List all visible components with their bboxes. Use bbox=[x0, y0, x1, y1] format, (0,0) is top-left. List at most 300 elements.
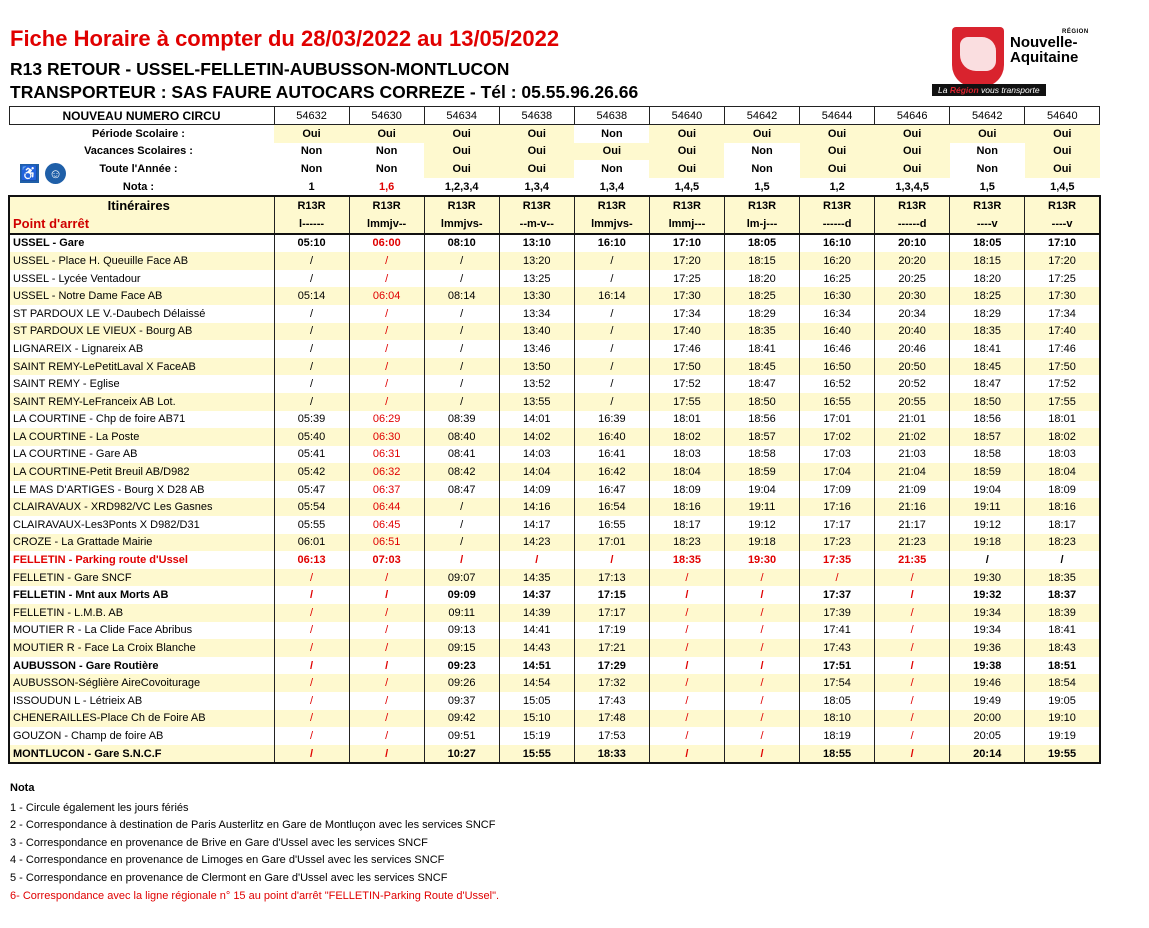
stop-time: 18:03 bbox=[649, 446, 724, 464]
stop-time: 14:09 bbox=[499, 481, 574, 499]
stop-time: 19:30 bbox=[950, 569, 1025, 587]
table-row bbox=[9, 393, 1100, 411]
nota-item: 3 - Correspondance en provenance de Brive en Gare d'Ussel avec les services SNCF bbox=[10, 836, 428, 849]
table-row bbox=[9, 498, 1100, 516]
stop-time: 18:02 bbox=[649, 428, 724, 446]
stop-time: 13:20 bbox=[499, 252, 574, 270]
stop-time: 06:29 bbox=[349, 411, 424, 429]
stop-time: 05:55 bbox=[274, 516, 349, 534]
stop-time: 10:27 bbox=[424, 745, 499, 764]
stop-time: 20:34 bbox=[875, 305, 950, 323]
stop-name: CROZE - La Grattade Mairie bbox=[9, 534, 274, 552]
stop-time: / bbox=[424, 534, 499, 552]
periode-value: Oui bbox=[950, 125, 1025, 143]
stop-time: / bbox=[274, 252, 349, 270]
stop-time: 05:10 bbox=[274, 234, 349, 253]
stop-time: 09:37 bbox=[424, 692, 499, 710]
stop-time: 13:46 bbox=[499, 340, 574, 358]
stop-time: 16:14 bbox=[574, 287, 649, 305]
stop-name: LA COURTINE - Gare AB bbox=[9, 446, 274, 464]
vacances-value: Oui bbox=[574, 143, 649, 161]
itineraire-code: R13R bbox=[649, 196, 724, 215]
stop-time: 08:47 bbox=[424, 481, 499, 499]
stop-name: SAINT REMY - Eglise bbox=[9, 375, 274, 393]
stop-time: / bbox=[574, 393, 649, 411]
table-row bbox=[9, 481, 1100, 499]
stop-time: / bbox=[649, 622, 724, 640]
stop-time: 17:35 bbox=[800, 551, 875, 569]
stop-time: 06:13 bbox=[274, 551, 349, 569]
vacances-value: Oui bbox=[649, 143, 724, 161]
stop-time: 16:10 bbox=[800, 234, 875, 253]
stop-time: 08:42 bbox=[424, 463, 499, 481]
vacances-value: Non bbox=[976, 145, 998, 158]
periode-value: Oui bbox=[499, 125, 574, 143]
nota-value: 1,5 bbox=[754, 180, 770, 193]
stop-time: 19:10 bbox=[1025, 710, 1100, 728]
stop-time: 19:12 bbox=[724, 516, 799, 534]
itineraire-code: R13R bbox=[274, 196, 349, 215]
stop-time: / bbox=[574, 305, 649, 323]
stop-time: 05:42 bbox=[274, 463, 349, 481]
stop-time: 18:03 bbox=[1025, 446, 1100, 464]
timetable bbox=[8, 106, 1101, 764]
stop-time: 05:54 bbox=[274, 498, 349, 516]
stop-time: 16:42 bbox=[574, 463, 649, 481]
stop-name: USSEL - Notre Dame Face AB bbox=[9, 287, 274, 305]
stop-time: / bbox=[424, 393, 499, 411]
stop-time: 05:41 bbox=[274, 446, 349, 464]
stop-time: / bbox=[424, 551, 499, 569]
logo-tagline: La Région vous transporte bbox=[932, 84, 1046, 96]
table-row bbox=[9, 710, 1100, 728]
stop-time: 20:14 bbox=[950, 745, 1025, 764]
periode-row bbox=[9, 125, 1100, 143]
stop-time: 20:05 bbox=[950, 727, 1025, 745]
lion-shield-icon bbox=[952, 27, 1004, 87]
stop-time: 17:20 bbox=[649, 252, 724, 270]
annee-value: Non bbox=[751, 162, 773, 175]
stop-time: 17:29 bbox=[574, 657, 649, 675]
table-row bbox=[9, 252, 1100, 270]
stop-name: FELLETIN - Parking route d'Ussel bbox=[9, 551, 274, 569]
stop-time: 15:10 bbox=[499, 710, 574, 728]
table-row bbox=[9, 270, 1100, 288]
nota-value: 1,4,5 bbox=[674, 180, 700, 193]
stop-name: SAINT REMY-LeFranceix AB Lot. bbox=[9, 393, 274, 411]
stop-time: 18:29 bbox=[950, 305, 1025, 323]
stop-time: 17:54 bbox=[800, 674, 875, 692]
circ-number: 54640 bbox=[1025, 107, 1100, 125]
stop-time: / bbox=[724, 639, 799, 657]
stop-time: / bbox=[574, 252, 649, 270]
stop-time: / bbox=[349, 340, 424, 358]
stop-time: 17:10 bbox=[1025, 234, 1100, 253]
nota-row bbox=[9, 178, 1100, 197]
annee-value: Non bbox=[976, 162, 998, 175]
stop-name: CLAIRAVAUX - XRD982/VC Les Gasnes bbox=[9, 498, 274, 516]
circ-number: 54646 bbox=[875, 107, 950, 125]
stop-time: / bbox=[875, 692, 950, 710]
stop-time: 17:40 bbox=[649, 323, 724, 341]
periode-value: Oui bbox=[875, 125, 950, 143]
stop-time: / bbox=[424, 375, 499, 393]
circ-number: 54642 bbox=[724, 107, 799, 125]
stop-time: 18:01 bbox=[649, 411, 724, 429]
stop-time: / bbox=[724, 569, 799, 587]
stop-time: 18:35 bbox=[1025, 569, 1100, 587]
stop-name: LA COURTINE-Petit Breuil AB/D982 bbox=[9, 463, 274, 481]
stop-time: / bbox=[875, 622, 950, 640]
stop-time: 21:16 bbox=[875, 498, 950, 516]
stop-time: 14:03 bbox=[499, 446, 574, 464]
stop-time: 18:58 bbox=[950, 446, 1025, 464]
annee-row bbox=[9, 160, 1100, 178]
stop-time: 09:42 bbox=[424, 710, 499, 728]
stop-time: / bbox=[349, 622, 424, 640]
periode-value: Oui bbox=[349, 125, 424, 143]
stop-time: 18:39 bbox=[1025, 604, 1100, 622]
days-code: ------d bbox=[800, 215, 875, 234]
stop-time: 17:43 bbox=[800, 639, 875, 657]
vacances-value: Non bbox=[375, 145, 398, 158]
table-row bbox=[9, 586, 1100, 604]
stop-time: 18:41 bbox=[950, 340, 1025, 358]
stop-time: 06:51 bbox=[349, 534, 424, 552]
stop-time: / bbox=[649, 586, 724, 604]
periode-value: Oui bbox=[724, 125, 799, 143]
stop-time: / bbox=[424, 498, 499, 516]
nota-value: 1,3,4,5 bbox=[895, 180, 929, 193]
circ-label: NOUVEAU NUMERO CIRCU bbox=[9, 107, 274, 125]
stop-time: 18:56 bbox=[724, 411, 799, 429]
stop-time: / bbox=[724, 692, 799, 710]
stop-time: 07:03 bbox=[349, 551, 424, 569]
stop-time: 19:49 bbox=[950, 692, 1025, 710]
stop-time: 18:20 bbox=[724, 270, 799, 288]
stop-time: 18:55 bbox=[800, 745, 875, 764]
stop-time: 17:20 bbox=[1025, 252, 1100, 270]
stop-name: AUBUSSON - Gare Routière bbox=[9, 657, 274, 675]
itineraire-code: R13R bbox=[950, 196, 1025, 215]
stop-time: / bbox=[274, 393, 349, 411]
stop-time: / bbox=[875, 674, 950, 692]
stop-time: 17:17 bbox=[574, 604, 649, 622]
stop-time: 16:46 bbox=[800, 340, 875, 358]
stop-time: 20:10 bbox=[875, 234, 950, 253]
vacances-row bbox=[9, 143, 1100, 161]
stop-time: 18:19 bbox=[800, 727, 875, 745]
stop-time: 13:30 bbox=[499, 287, 574, 305]
table-row bbox=[9, 674, 1100, 692]
stop-time: 15:05 bbox=[499, 692, 574, 710]
stop-time: 17:17 bbox=[800, 516, 875, 534]
stop-time: 17:30 bbox=[1025, 287, 1100, 305]
nota-value: 1,2 bbox=[829, 180, 845, 193]
stop-time: 19:04 bbox=[724, 481, 799, 499]
circ-row bbox=[9, 107, 1100, 125]
stop-time: / bbox=[274, 745, 349, 764]
stop-time: 17:02 bbox=[800, 428, 875, 446]
stop-time: 18:51 bbox=[1025, 657, 1100, 675]
stop-time: 17:50 bbox=[649, 358, 724, 376]
stop-time: 17:48 bbox=[574, 710, 649, 728]
stop-time: 18:01 bbox=[1025, 411, 1100, 429]
stop-time: / bbox=[274, 674, 349, 692]
stop-time: 13:55 bbox=[499, 393, 574, 411]
stop-time: 18:57 bbox=[724, 428, 799, 446]
stop-time: 09:13 bbox=[424, 622, 499, 640]
stop-time: 18:33 bbox=[574, 745, 649, 764]
stop-time: 13:34 bbox=[499, 305, 574, 323]
stop-time: / bbox=[274, 305, 349, 323]
stop-time: 20:30 bbox=[875, 287, 950, 305]
stop-name: MONTLUCON - Gare S.N.C.F bbox=[9, 745, 274, 764]
circ-number: 54638 bbox=[499, 107, 574, 125]
annee-value: Oui bbox=[1025, 160, 1100, 178]
stop-time: / bbox=[1025, 551, 1100, 569]
itineraire-row bbox=[9, 196, 1100, 215]
stop-time: 14:35 bbox=[499, 569, 574, 587]
stop-time: 19:36 bbox=[950, 639, 1025, 657]
stop-time: / bbox=[574, 358, 649, 376]
stop-time: 16:47 bbox=[574, 481, 649, 499]
stop-time: 18:47 bbox=[724, 375, 799, 393]
stop-time: / bbox=[349, 604, 424, 622]
stop-time: / bbox=[649, 692, 724, 710]
itineraire-label: Itinéraires bbox=[9, 196, 274, 215]
stop-time: 16:39 bbox=[574, 411, 649, 429]
days-code: lmmjvs- bbox=[574, 215, 649, 234]
stop-time: / bbox=[649, 674, 724, 692]
stop-time: / bbox=[349, 358, 424, 376]
stop-time: 18:10 bbox=[800, 710, 875, 728]
stop-time: 17:39 bbox=[800, 604, 875, 622]
stop-time: 08:14 bbox=[424, 287, 499, 305]
stop-time: / bbox=[875, 745, 950, 764]
stop-time: / bbox=[349, 393, 424, 411]
stop-time: 18:35 bbox=[724, 323, 799, 341]
stop-time: / bbox=[724, 657, 799, 675]
stop-name: SAINT REMY-LePetitLaval X FaceAB bbox=[9, 358, 274, 376]
stop-time: / bbox=[349, 305, 424, 323]
stop-time: 19:38 bbox=[950, 657, 1025, 675]
stop-time: 17:55 bbox=[649, 393, 724, 411]
stop-name: FELLETIN - Gare SNCF bbox=[9, 569, 274, 587]
stop-time: 20:20 bbox=[875, 252, 950, 270]
logo-name: Nouvelle- Aquitaine bbox=[1010, 34, 1079, 66]
stop-time: / bbox=[875, 604, 950, 622]
stop-time: 06:44 bbox=[349, 498, 424, 516]
stop-time: 18:59 bbox=[950, 463, 1025, 481]
nota-value: 1,4,5 bbox=[1050, 180, 1075, 193]
stop-time: 18:56 bbox=[950, 411, 1025, 429]
stop-time: 16:20 bbox=[800, 252, 875, 270]
stop-time: / bbox=[649, 710, 724, 728]
stop-time: 18:50 bbox=[950, 393, 1025, 411]
stop-time: 20:40 bbox=[875, 323, 950, 341]
stop-name: CHENERAILLES-Place Ch de Foire AB bbox=[9, 710, 274, 728]
nota-title: Nota bbox=[10, 782, 35, 794]
stop-time: / bbox=[274, 340, 349, 358]
stop-time: 16:41 bbox=[574, 446, 649, 464]
stop-time: / bbox=[574, 270, 649, 288]
circ-number: 54632 bbox=[274, 107, 349, 125]
periode-value: Oui bbox=[424, 125, 499, 143]
stop-time: / bbox=[875, 727, 950, 745]
stop-time: 06:32 bbox=[349, 463, 424, 481]
stop-time: 06:31 bbox=[349, 446, 424, 464]
logo-region-label: RÉGION bbox=[1062, 29, 1089, 35]
stop-time: 18:02 bbox=[1025, 428, 1100, 446]
stop-time: / bbox=[875, 657, 950, 675]
table-row bbox=[9, 534, 1100, 552]
itineraire-code: R13R bbox=[875, 196, 950, 215]
stop-name: AUBUSSON-Séglière AireCovoiturage bbox=[9, 674, 274, 692]
stop-time: 14:41 bbox=[499, 622, 574, 640]
stop-time: / bbox=[274, 323, 349, 341]
periode-value: Oui bbox=[1025, 125, 1100, 143]
stop-time: / bbox=[800, 569, 875, 587]
table-row bbox=[9, 463, 1100, 481]
stop-time: / bbox=[574, 551, 649, 569]
stop-time: 17:01 bbox=[800, 411, 875, 429]
stop-time: 18:17 bbox=[649, 516, 724, 534]
nota-value: 1,3,4 bbox=[599, 180, 625, 193]
stop-time: 16:40 bbox=[574, 428, 649, 446]
stop-time: 16:50 bbox=[800, 358, 875, 376]
stop-time: / bbox=[499, 551, 574, 569]
itineraire-code: R13R bbox=[724, 196, 799, 215]
stop-time: / bbox=[724, 727, 799, 745]
table-row bbox=[9, 604, 1100, 622]
stop-time: / bbox=[950, 551, 1025, 569]
nota-label: Nota : bbox=[122, 180, 155, 193]
stop-time: 05:39 bbox=[274, 411, 349, 429]
nota-value: 1,5 bbox=[979, 180, 995, 193]
stop-time: 18:05 bbox=[950, 234, 1025, 253]
stop-time: / bbox=[875, 586, 950, 604]
stop-time: 17:52 bbox=[649, 375, 724, 393]
stop-time: / bbox=[649, 745, 724, 764]
itineraire-code: R13R bbox=[424, 196, 499, 215]
stop-time: 14:16 bbox=[499, 498, 574, 516]
stop-time: 19:55 bbox=[1025, 745, 1100, 764]
annee-label: Toute l'Année : bbox=[99, 162, 178, 175]
vacances-value: Oui bbox=[875, 143, 950, 161]
periode-value: Oui bbox=[274, 125, 349, 143]
stop-time: / bbox=[274, 727, 349, 745]
nota-value: 1,2,3,4 bbox=[444, 180, 479, 193]
stop-time: 14:54 bbox=[499, 674, 574, 692]
stop-time: 06:01 bbox=[274, 534, 349, 552]
stop-time: 17:37 bbox=[800, 586, 875, 604]
circ-number: 54642 bbox=[950, 107, 1025, 125]
stop-time: / bbox=[724, 586, 799, 604]
stop-time: 13:25 bbox=[499, 270, 574, 288]
stop-time: 16:55 bbox=[800, 393, 875, 411]
line-title: R13 RETOUR - USSEL-FELLETIN-AUBUSSON-MONTLUCON bbox=[10, 59, 510, 79]
stop-time: 16:30 bbox=[800, 287, 875, 305]
stop-time: 18:05 bbox=[724, 234, 799, 253]
stop-time: 15:19 bbox=[499, 727, 574, 745]
stop-time: 16:40 bbox=[800, 323, 875, 341]
nota-item: 5 - Correspondance en provenance de Clermont en Gare d'Ussel avec les services SNCF bbox=[10, 871, 448, 884]
stop-time: 18:25 bbox=[950, 287, 1025, 305]
stop-time: / bbox=[724, 710, 799, 728]
stop-time: 17:34 bbox=[649, 305, 724, 323]
stop-time: 18:59 bbox=[724, 463, 799, 481]
stop-name: LA COURTINE - La Poste bbox=[9, 428, 274, 446]
nota-item: 6- Correspondance avec la ligne régionale n° 15 au point d'arrêt "FELLETIN-Parking Route d'Ussel". bbox=[10, 889, 500, 902]
table-row bbox=[9, 516, 1100, 534]
table-row bbox=[9, 657, 1100, 675]
stop-time: 19:12 bbox=[950, 516, 1025, 534]
annee-value: Non bbox=[300, 162, 323, 175]
stop-time: / bbox=[274, 270, 349, 288]
stop-time: / bbox=[274, 604, 349, 622]
stop-time: 14:39 bbox=[499, 604, 574, 622]
nota-value: 1,6 bbox=[378, 180, 395, 193]
stop-time: / bbox=[349, 692, 424, 710]
stop-time: / bbox=[349, 586, 424, 604]
stop-time: / bbox=[649, 569, 724, 587]
annee-value: Non bbox=[601, 162, 623, 175]
stop-time: 08:40 bbox=[424, 428, 499, 446]
vacances-label: Vacances Scolaires : bbox=[84, 145, 193, 158]
stop-time: 06:45 bbox=[349, 516, 424, 534]
table-row bbox=[9, 375, 1100, 393]
stop-time: 18:50 bbox=[724, 393, 799, 411]
vacances-value: Non bbox=[300, 145, 323, 158]
itineraire-code: R13R bbox=[574, 196, 649, 215]
circ-number: 54640 bbox=[649, 107, 724, 125]
stop-time: 18:58 bbox=[724, 446, 799, 464]
nota-value: 1,3,4 bbox=[524, 180, 549, 193]
stop-time: / bbox=[724, 674, 799, 692]
stop-time: 17:50 bbox=[1025, 358, 1100, 376]
table-row bbox=[9, 639, 1100, 657]
stop-time: 20:52 bbox=[875, 375, 950, 393]
table-row bbox=[9, 727, 1100, 745]
circ-number: 54630 bbox=[349, 107, 424, 125]
stop-time: 17:15 bbox=[574, 586, 649, 604]
stop-name: ST PARDOUX LE VIEUX - Bourg AB bbox=[9, 323, 274, 341]
stop-time: 19:32 bbox=[950, 586, 1025, 604]
stop-time: 18:45 bbox=[950, 358, 1025, 376]
stop-time: 09:23 bbox=[424, 657, 499, 675]
stop-time: 14:51 bbox=[499, 657, 574, 675]
table-row bbox=[9, 745, 1100, 764]
stop-time: 20:46 bbox=[875, 340, 950, 358]
table-row bbox=[9, 551, 1100, 569]
stop-time: 13:10 bbox=[499, 234, 574, 253]
stop-time: / bbox=[274, 569, 349, 587]
stop-time: / bbox=[349, 323, 424, 341]
stop-name: ST PARDOUX LE V.-Daubech Délaissé bbox=[9, 305, 274, 323]
stop-time: 18:05 bbox=[800, 692, 875, 710]
circ-number: 54634 bbox=[424, 107, 499, 125]
stop-time: / bbox=[424, 252, 499, 270]
table-row bbox=[9, 569, 1100, 587]
stop-time: / bbox=[649, 639, 724, 657]
stop-time: / bbox=[649, 604, 724, 622]
stop-time: 18:25 bbox=[724, 287, 799, 305]
stop-time: / bbox=[574, 323, 649, 341]
stop-time: 21:04 bbox=[875, 463, 950, 481]
stop-time: 05:47 bbox=[274, 481, 349, 499]
stop-time: 09:26 bbox=[424, 674, 499, 692]
